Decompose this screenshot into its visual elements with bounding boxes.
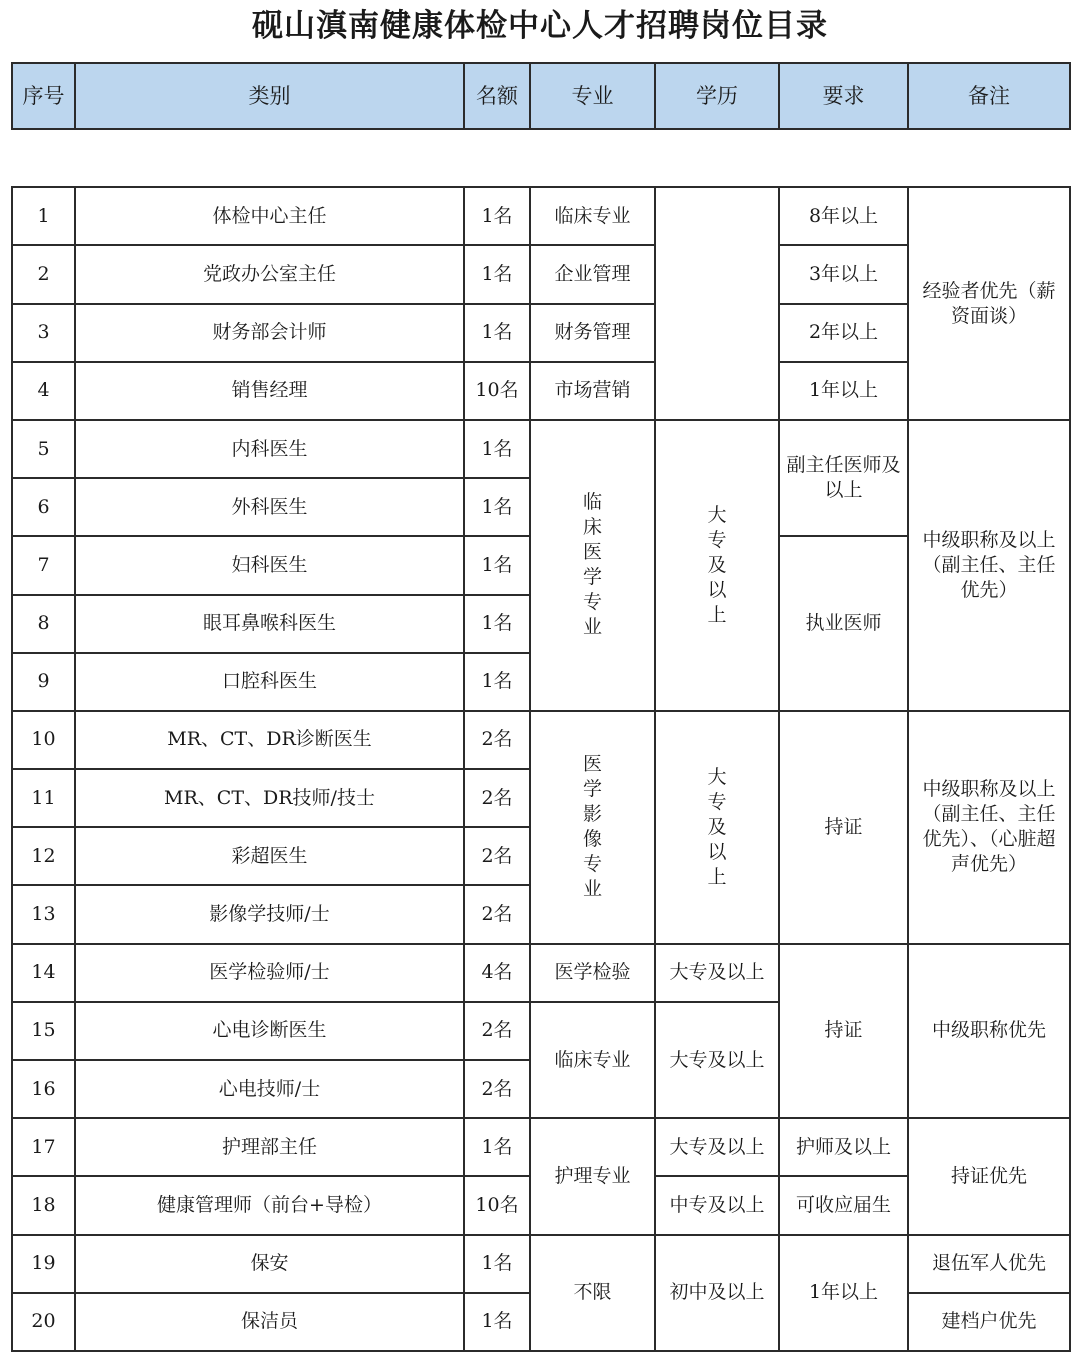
row-category: 眼耳鼻喉科医生	[75, 595, 464, 653]
row-no: 4	[12, 362, 75, 420]
major-cell: 财务管理	[530, 304, 655, 362]
row-category: MR、CT、DR诊断医生	[75, 711, 464, 769]
row-category: 外科医生	[75, 478, 464, 536]
requirement-cell: 持证	[779, 944, 908, 1119]
notes-cell: 中级职称优先	[908, 944, 1070, 1119]
header-requirement: 要求	[779, 63, 908, 129]
row-quota: 1名	[464, 187, 530, 245]
row-no: 20	[12, 1293, 75, 1351]
row-category: 保洁员	[75, 1293, 464, 1351]
header-row	[12, 63, 1070, 129]
row-quota: 10名	[464, 1176, 530, 1234]
row-quota: 2名	[464, 1002, 530, 1060]
notes-cell: 持证优先	[908, 1118, 1070, 1234]
row-no: 7	[12, 536, 75, 594]
row-no: 13	[12, 885, 75, 943]
header-spacer	[12, 129, 1070, 187]
row-quota: 2名	[464, 769, 530, 827]
row-category: 心电技师/士	[75, 1060, 464, 1118]
requirement-cell: 执业医师	[779, 536, 908, 711]
row-quota: 1名	[464, 595, 530, 653]
header-quota: 名额	[464, 63, 530, 129]
row-quota: 4名	[464, 944, 530, 1002]
table-row	[12, 1118, 1070, 1176]
table-row	[12, 944, 1070, 1002]
header-notes: 备注	[908, 63, 1070, 129]
requirement-cell: 8年以上	[779, 187, 908, 245]
row-no: 9	[12, 653, 75, 711]
row-no: 2	[12, 245, 75, 303]
row-category: 口腔科医生	[75, 653, 464, 711]
education-cell: 大专及以上	[655, 944, 779, 1002]
requirement-cell: 护师及以上	[779, 1118, 908, 1176]
row-quota: 2名	[464, 1060, 530, 1118]
row-category: 财务部会计师	[75, 304, 464, 362]
row-no: 16	[12, 1060, 75, 1118]
education-vertical-text: 大专及以上	[707, 765, 727, 888]
education-vertical-text: 大专及以上	[707, 503, 727, 626]
row-category: 医学检验师/士	[75, 944, 464, 1002]
notes-cell: 中级职称及以上（副主任、主任优先）	[908, 420, 1070, 711]
row-category: MR、CT、DR技师/技士	[75, 769, 464, 827]
major-cell: 护理专业	[530, 1118, 655, 1234]
row-category: 健康管理师（前台+导检）	[75, 1176, 464, 1234]
row-quota: 1名	[464, 653, 530, 711]
requirement-cell: 持证	[779, 711, 908, 944]
page-title: 砚山滇南健康体检中心人才招聘岗位目录	[252, 8, 828, 44]
row-quota: 1名	[464, 304, 530, 362]
row-category: 党政办公室主任	[75, 245, 464, 303]
row-no: 8	[12, 595, 75, 653]
recruitment-table	[11, 62, 1071, 1352]
row-category: 影像学技师/士	[75, 885, 464, 943]
table-row	[12, 711, 1070, 769]
requirement-cell: 3年以上	[779, 245, 908, 303]
row-quota: 2名	[464, 827, 530, 885]
row-quota: 1名	[464, 536, 530, 594]
major-cell: 医学检验	[530, 944, 655, 1002]
row-category: 彩超医生	[75, 827, 464, 885]
row-no: 5	[12, 420, 75, 478]
row-no: 6	[12, 478, 75, 536]
major-cell	[530, 420, 655, 711]
header-no: 序号	[12, 63, 75, 129]
header-education: 学历	[655, 63, 779, 129]
row-category: 妇科医生	[75, 536, 464, 594]
row-no: 12	[12, 827, 75, 885]
major-cell	[530, 711, 655, 944]
row-quota: 10名	[464, 362, 530, 420]
row-quota: 1名	[464, 1293, 530, 1351]
row-no: 10	[12, 711, 75, 769]
header-major: 专业	[530, 63, 655, 129]
row-no: 3	[12, 304, 75, 362]
row-no: 15	[12, 1002, 75, 1060]
row-quota: 2名	[464, 885, 530, 943]
row-quota: 1名	[464, 245, 530, 303]
row-quota: 1名	[464, 1118, 530, 1176]
row-no: 19	[12, 1235, 75, 1293]
education-cell	[655, 420, 779, 711]
major-cell: 市场营销	[530, 362, 655, 420]
requirement-cell: 可收应届生	[779, 1176, 908, 1234]
major-cell: 临床专业	[530, 187, 655, 245]
education-cell: 初中及以上	[655, 1235, 779, 1351]
row-category: 护理部主任	[75, 1118, 464, 1176]
row-category: 销售经理	[75, 362, 464, 420]
education-cell: 大专及以上	[655, 1118, 779, 1176]
row-category: 保安	[75, 1235, 464, 1293]
requirement-cell: 1年以上	[779, 1235, 908, 1351]
requirement-cell: 2年以上	[779, 304, 908, 362]
major-cell: 企业管理	[530, 245, 655, 303]
notes-cell: 中级职称及以上（副主任、主任优先）、（心脏超声优先）	[908, 711, 1070, 944]
major-cell: 临床专业	[530, 1002, 655, 1118]
education-cell: 中专及以上	[655, 1176, 779, 1234]
table-row	[12, 1235, 1070, 1293]
table-row	[12, 187, 1070, 245]
row-no: 11	[12, 769, 75, 827]
row-no: 14	[12, 944, 75, 1002]
requirement-cell: 副主任医师及以上	[779, 420, 908, 536]
notes-cell: 建档户优先	[908, 1293, 1070, 1351]
row-category: 心电诊断医生	[75, 1002, 464, 1060]
row-no: 17	[12, 1118, 75, 1176]
row-quota: 1名	[464, 1235, 530, 1293]
education-cell-empty	[655, 187, 779, 420]
row-no: 1	[12, 187, 75, 245]
requirement-cell: 1年以上	[779, 362, 908, 420]
row-quota: 1名	[464, 478, 530, 536]
row-category: 内科医生	[75, 420, 464, 478]
education-cell	[655, 711, 779, 944]
notes-cell: 退伍军人优先	[908, 1235, 1070, 1293]
major-vertical-text: 医学影像专业	[582, 753, 602, 901]
row-no: 18	[12, 1176, 75, 1234]
header-category: 类别	[75, 63, 464, 129]
row-category: 体检中心主任	[75, 187, 464, 245]
row-quota: 2名	[464, 711, 530, 769]
major-vertical-text: 临床医学专业	[582, 491, 602, 639]
major-cell: 不限	[530, 1235, 655, 1351]
notes-cell: 经验者优先（薪资面谈）	[908, 187, 1070, 420]
row-quota: 1名	[464, 420, 530, 478]
education-cell: 大专及以上	[655, 1002, 779, 1118]
table-row	[12, 420, 1070, 478]
